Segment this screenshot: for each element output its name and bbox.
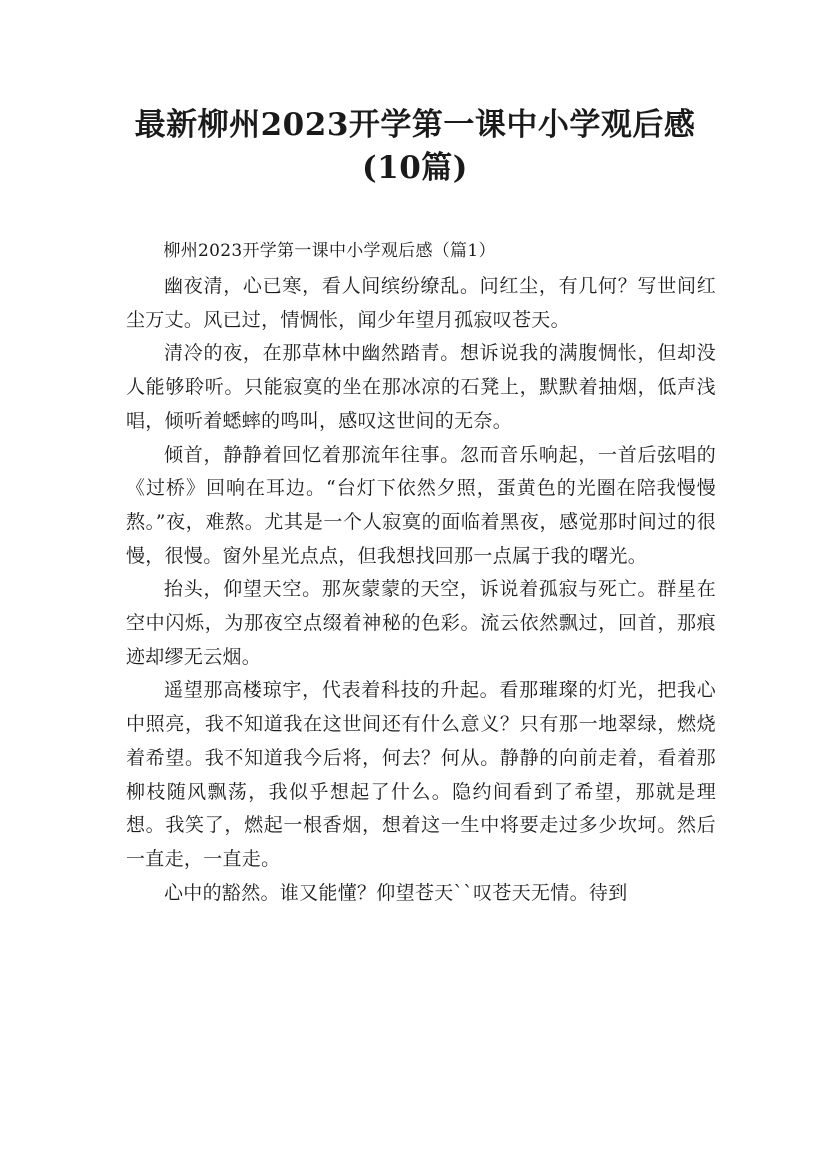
- document-title: 最新柳州2023开学第一课中小学观后感(10篇): [134, 107, 696, 186]
- paragraph-2: 清冷的夜，在那草林中幽然踏青。想诉说我的满腹惆怅，但却没人能够聆听。只能寂寞的坐在那冰凉的石凳上，默默着抽烟，低声浅唱，倾听着蟋蟀的鸣叫，感叹这世间的无奈。: [126, 342, 716, 432]
- paragraph-6: 心中的豁然。谁又能懂？仰望苍天``叹苍天无情。待到: [164, 881, 628, 904]
- section-heading: 柳州2023开学第一课中小学观后感（篇1）: [163, 241, 496, 261]
- paragraph-5: 遥望那高楼琼宇，代表着科技的升起。看那璀璨的灯光，把我心中照亮，我不知道我在这世间还有什么意义？只有那一地翠绿，燃烧着希望。我不知道我今后将，何去？何从。静静的向前走着，看着那柳枝随风飘荡，我似乎想起了什么。隐约间看到了希望，那就是理想。我笑了，燃起一根香烟，想着这一生中将要走过多少坎坷。然后一直走，一直走。: [126, 679, 716, 870]
- paragraph-4: 抬头，仰望天空。那灰蒙蒙的天空，诉说着孤寂与死亡。群星在空中闪烁，为那夜空点缀着神秘的色彩。流云依然飘过，回首，那痕迹却缪无云烟。: [126, 578, 716, 668]
- paragraph-1: 幽夜清，心已寒，看人间缤纷缭乱。问红尘，有几何？写世间红尘万丈。风已过，情惆怅，闻少年望月孤寂叹苍天。: [126, 275, 716, 331]
- document-body: [126, 236, 716, 910]
- paragraph-3: 倾首，静静着回忆着那流年往事。忽而音乐响起，一首后弦唱的《过桥》回响在耳边。“台灯下依然夕照，蛋黄色的光圈在陪我慢慢熬。”夜，难熬。尤其是一个人寂寞的面临着黑夜，感觉那时间过的很慢，很慢。窗外星光点点，但我想找回那一点属于我的曙光。: [126, 443, 716, 567]
